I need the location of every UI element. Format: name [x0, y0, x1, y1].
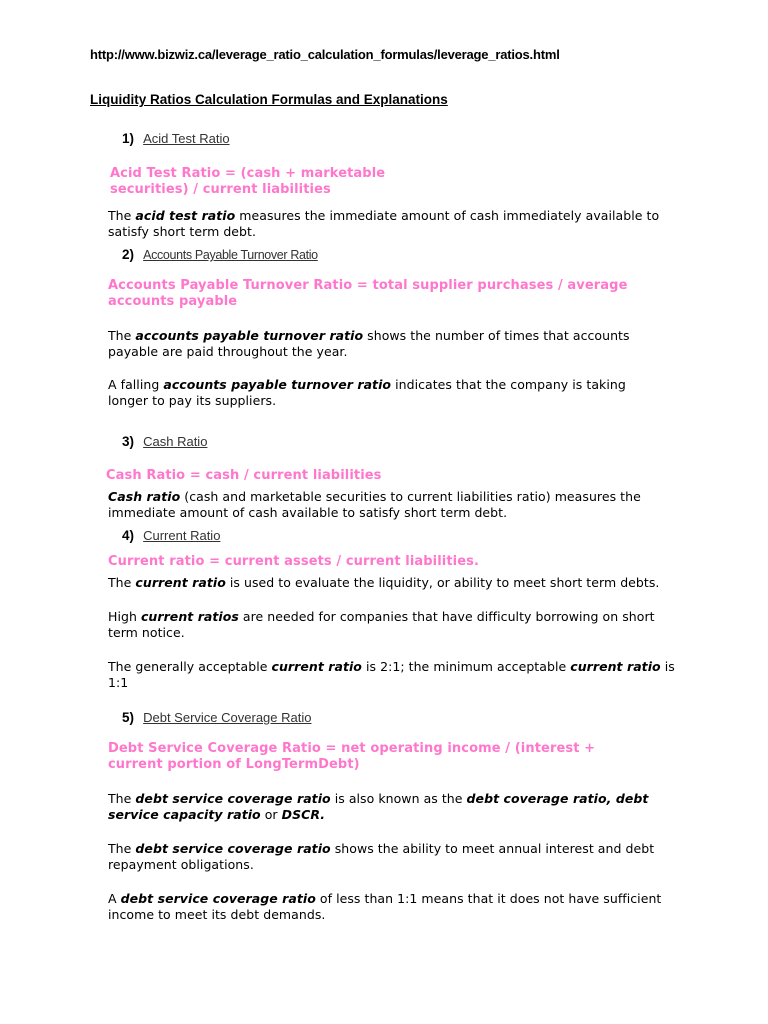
formula-debt-service-coverage: Debt Service Coverage Ratio = net operating income / (interest + current portion of LongTermDebt) [108, 741, 596, 772]
formula-accounts-payable-turnover: Accounts Payable Turnover Ratio = total supplier purchases / average accounts payable [108, 278, 628, 309]
section-number: 3) [122, 434, 135, 449]
section-number: 2) [122, 247, 135, 262]
paragraph-cash-ratio-1: Cash ratio (cash and marketable securities to current liabilities ratio) measures the immediate amount of cash available to satisfy short term debt. [108, 489, 641, 520]
paragraph-current-ratio-2: High current ratios are needed for companies that have difficulty borrowing on short term notice. [108, 609, 655, 640]
heading-link-acid-test-ratio[interactable]: Acid Test Ratio [143, 131, 230, 146]
paragraph-current-ratio-3: The generally acceptable current ratio is 2:1; the minimum acceptable current ratio is 1:1 [108, 659, 675, 690]
section-heading-acid-test [122, 128, 230, 147]
paragraph-debt-service-3: A debt service coverage ratio of less than 1:1 means that it does not have sufficient income to meet its debt demands. [108, 891, 662, 922]
section-number: 4) [122, 528, 135, 543]
section-heading-debt-service [122, 707, 311, 726]
heading-link-current-ratio[interactable]: Current Ratio [143, 528, 221, 543]
heading-link-accounts-payable-turnover-ratio[interactable]: Accounts Payable Turnover Ratio [143, 248, 318, 262]
formula-cash-ratio: Cash Ratio = cash / current liabilities [106, 468, 382, 483]
formula-acid-test-ratio: Acid Test Ratio = (cash + marketable securities) / current liabilities [110, 166, 386, 197]
paragraph-accounts-payable-1: The accounts payable turnover ratio shows the number of times that accounts payable are paid throughout the year. [108, 328, 630, 359]
paragraph-accounts-payable-2: A falling accounts payable turnover ratio indicates that the company is taking longer to pay its suppliers. [108, 377, 626, 408]
document-title: Liquidity Ratios Calculation Formulas and Explanations [90, 92, 448, 107]
section-number: 5) [122, 710, 135, 725]
paragraph-current-ratio-1: The current ratio is used to evaluate the liquidity, or ability to meet short term debts. [108, 575, 660, 590]
paragraph-debt-service-2: The debt service coverage ratio shows the ability to meet annual interest and debt repayment obligations. [108, 841, 655, 872]
paragraph-acid-test-1: The acid test ratio measures the immediate amount of cash immediately available to satisfy short term debt. [108, 208, 660, 239]
paragraph-debt-service-1: The debt service coverage ratio is also known as the debt coverage ratio, debt service capacity ratio or DSCR. [108, 791, 649, 822]
source-url: http://www.bizwiz.ca/leverage_ratio_calculation_formulas/leverage_ratios.html [90, 47, 560, 62]
heading-link-cash-ratio[interactable]: Cash Ratio [143, 434, 208, 449]
section-heading-accounts-payable [122, 244, 318, 263]
section-number: 1) [122, 131, 135, 146]
formula-current-ratio: Current ratio = current assets / current liabilities. [108, 554, 479, 569]
section-heading-current-ratio [122, 525, 220, 544]
section-heading-cash-ratio [122, 431, 207, 450]
heading-link-debt-service-coverage-ratio[interactable]: Debt Service Coverage Ratio [143, 710, 312, 725]
